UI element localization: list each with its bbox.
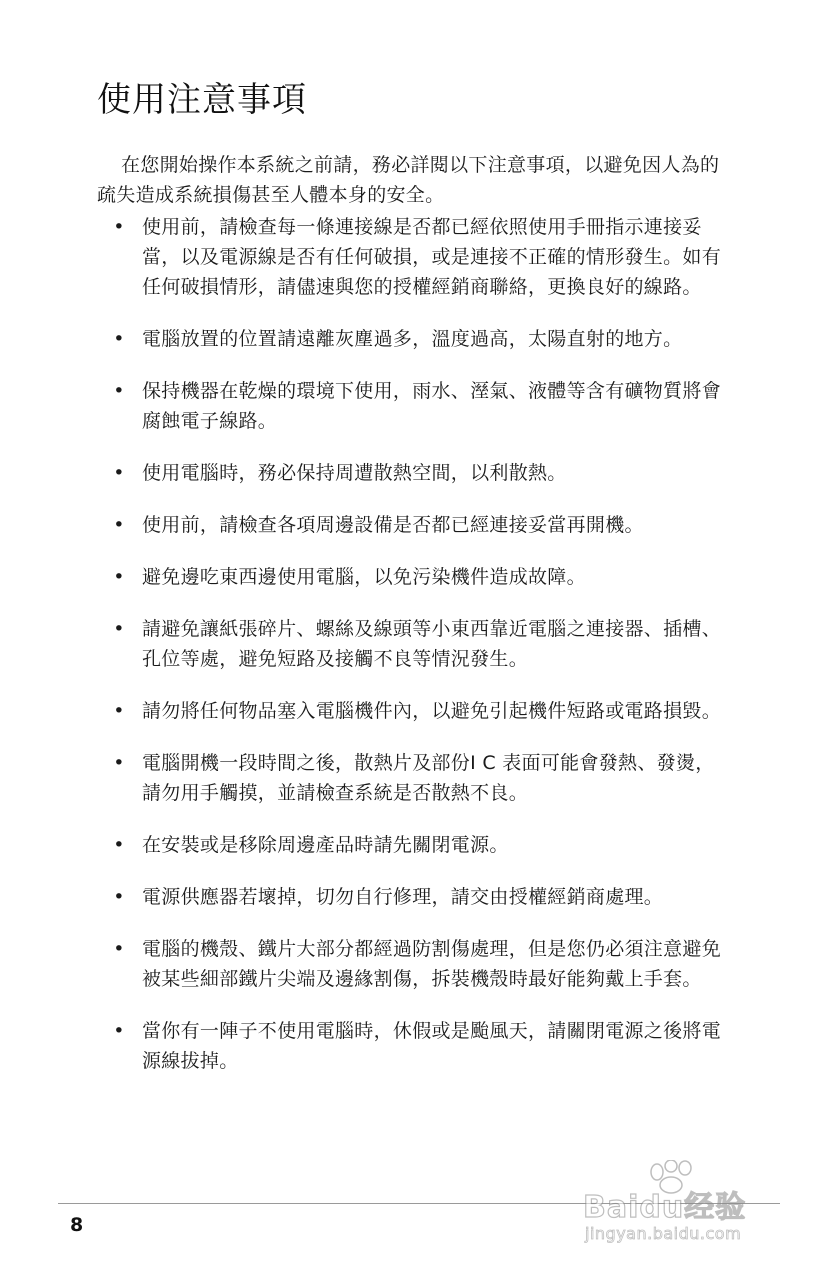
page-number: 8 xyxy=(70,1214,84,1236)
bullet-dot-icon: • xyxy=(113,834,125,856)
bullet-dot-icon: • xyxy=(113,380,125,402)
list-item-text: 使用電腦時，務必保持周遭散熱空間，以利散熱。 xyxy=(142,462,567,484)
bullet-dot-icon: • xyxy=(113,886,125,908)
list-item-text: 當你有一陣子不使用電腦時，休假或是颱風天，請關閉電源之後將電源線拔掉。 xyxy=(142,1020,722,1072)
list-item-text: 避免邊吃東西邊使用電腦，以免污染機件造成故障。 xyxy=(142,566,586,588)
bullet-dot-icon: • xyxy=(113,462,125,484)
watermark-url: jingyan.baidu.com xyxy=(585,1224,742,1243)
bullet-dot-icon: • xyxy=(113,566,125,588)
list-item-text: 保持機器在乾燥的環境下使用，雨水、溼氣、液體等含有礦物質將會腐蝕電子線路。 xyxy=(142,380,722,432)
list-item-text: 電腦的機殼、鐵片大部分都經過防割傷處理，但是您仍必須注意避免被某些細部鐵片尖端及邊緣割傷，拆裝機殼時最好能夠戴上手套。 xyxy=(142,938,722,990)
list-item-text: 使用前，請檢查每一條連接線是否都已經依照使用手冊指示連接妥當，以及電源線是否有任何破損，或是連接不正確的情形發生。如有任何破損情形，請儘速與您的授權經銷商聯絡，更換良好的線路。 xyxy=(142,216,722,298)
list-item xyxy=(112,934,726,994)
list-item xyxy=(112,458,726,488)
watermark-brand: Baidu经验 xyxy=(583,1190,747,1225)
bullet-dot-icon: • xyxy=(113,328,125,350)
list-item xyxy=(112,510,726,540)
list-item xyxy=(112,324,726,354)
list-item-text: 電腦放置的位置請遠離灰塵過多，溫度過高，太陽直射的地方。 xyxy=(142,328,683,350)
list-item-text: 在安裝或是移除周邊產品時請先關閉電源。 xyxy=(142,834,509,856)
list-item xyxy=(112,830,726,860)
list-item xyxy=(112,748,726,808)
baidu-watermark xyxy=(583,1160,783,1260)
list-item xyxy=(112,882,726,912)
list-item xyxy=(112,1016,726,1076)
list-item-text: 電腦開機一段時間之後，散熱片及部份I C 表面可能會發熱、發燙，請勿用手觸摸，並請檢查系統是否散熱不良。 xyxy=(142,752,715,804)
list-item xyxy=(112,212,726,302)
list-item-text: 使用前，請檢查各項周邊設備是否都已經連接妥當再開機。 xyxy=(142,514,644,536)
bullet-dot-icon: • xyxy=(113,618,125,640)
bullet-dot-icon: • xyxy=(113,700,125,722)
list-item xyxy=(112,696,726,726)
intro-paragraph: 在您開始操作本系統之前請，務必詳閱以下注意事項，以避免因人為的疏失造成系統損傷甚至人體本身的安全。 xyxy=(97,154,720,206)
bullet-dot-icon: • xyxy=(113,938,125,960)
precaution-list xyxy=(112,212,726,1098)
list-item xyxy=(112,562,726,592)
page-title: 使用注意事項 xyxy=(97,80,307,120)
bullet-dot-icon: • xyxy=(113,216,125,238)
bullet-dot-icon: • xyxy=(113,1020,125,1042)
list-item-text: 電源供應器若壞掉，切勿自行修理，請交由授權經銷商處理。 xyxy=(142,886,664,908)
list-item-text: 請避免讓紙張碎片、螺絲及線頭等小東西靠近電腦之連接器、插槽、孔位等處，避免短路及接觸不良等情況發生。 xyxy=(142,618,722,670)
list-item xyxy=(112,376,726,436)
list-item-text: 請勿將任何物品塞入電腦機件內，以避免引起機件短路或電路損毀。 xyxy=(142,700,722,722)
bullet-dot-icon: • xyxy=(113,514,125,536)
bullet-dot-icon: • xyxy=(113,752,125,774)
list-item xyxy=(112,614,726,674)
